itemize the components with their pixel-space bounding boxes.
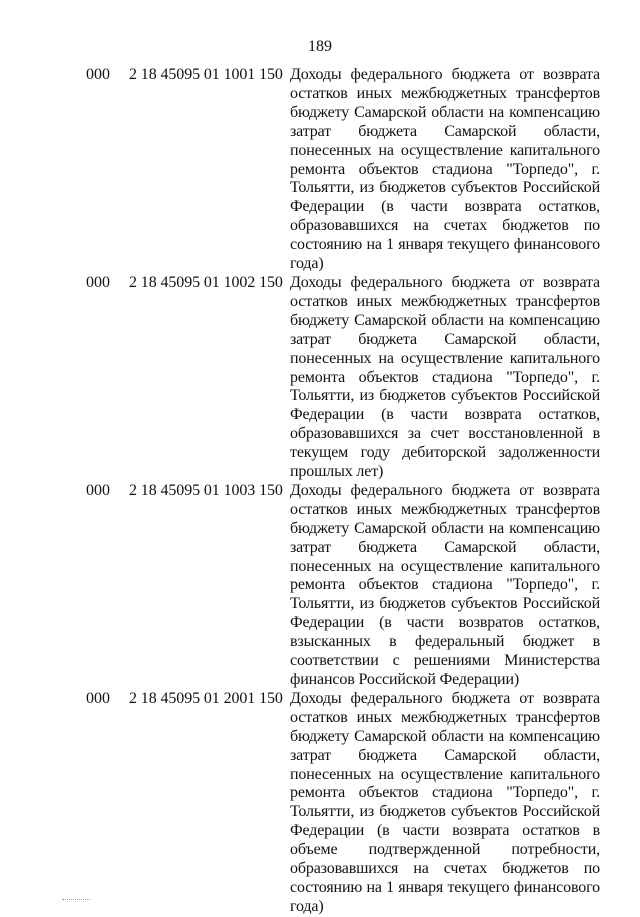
table-row [0,274,640,482]
table-row [0,66,640,274]
budget-classification-code: 2 18 45095 01 1002 150 [129,273,283,291]
income-description: Доходы федерального бюджета от возврата остатков иных межбюджетных трансфертов бюджету Самарской области на компенсацию затрат бюджета Самарской области, понесенных на осуществление капитального ремонта объектов стадиона "Торпедо", г. Тольятти, из бюджетов субъектов Российской Федерации (в части возвратов остатков, взысканных в федеральный бюджет в соответствии с решениями Министерства финансов Российской Федерации) [290,481,600,688]
income-description: Доходы федерального бюджета от возврата остатков иных межбюджетных трансфертов бюджету Самарской области на компенсацию затрат бюджета Самарской области, понесенных на осуществление капитального ремонта объектов стадиона "Торпедо", г. Тольятти, из бюджетов субъектов Российской Федерации (в части возврата остатков, образовавшихся за счет восстановленной в текущем году дебиторской задолженности прошлых лет) [290,273,600,481]
page-number: 189 [308,38,332,55]
admin-code: 000 [86,273,110,291]
budget-classification-code: 2 18 45095 01 1003 150 [129,481,283,499]
admin-code: 000 [86,481,110,499]
table-row [0,482,640,690]
admin-code: 000 [86,689,110,707]
budget-classification-code: 2 18 45095 01 2001 150 [129,689,283,707]
budget-code-table [0,66,640,917]
admin-code: 000 [86,66,110,83]
budget-classification-code: 2 18 45095 01 1001 150 [129,66,283,83]
income-description: Доходы федерального бюджета от возврата остатков иных межбюджетных трансфертов бюджету Самарской области на компенсацию затрат бюджета Самарской области, понесенных на осуществление капитального ремонта объектов стадиона "Торпедо", г. Тольятти, из бюджетов субъектов Российской Федерации (в части возврата остатков, образовавшихся на счетах бюджетов по состоянию на 1 января текущего финансового года) [290,66,600,273]
scan-artifact [62,899,90,902]
table-row [0,690,640,917]
income-description: Доходы федерального бюджета от возврата остатков иных межбюджетных трансфертов бюджету Самарской области на компенсацию затрат бюджета Самарской области, понесенных на осуществление капитального ремонта объектов стадиона "Торпедо", г. Тольятти, из бюджетов субъектов Российской Федерации (в части возврата остатков в объеме подтвержденной потребности, образовавшихся на счетах бюджетов по состоянию на 1 января текущего финансового года) [290,689,600,915]
